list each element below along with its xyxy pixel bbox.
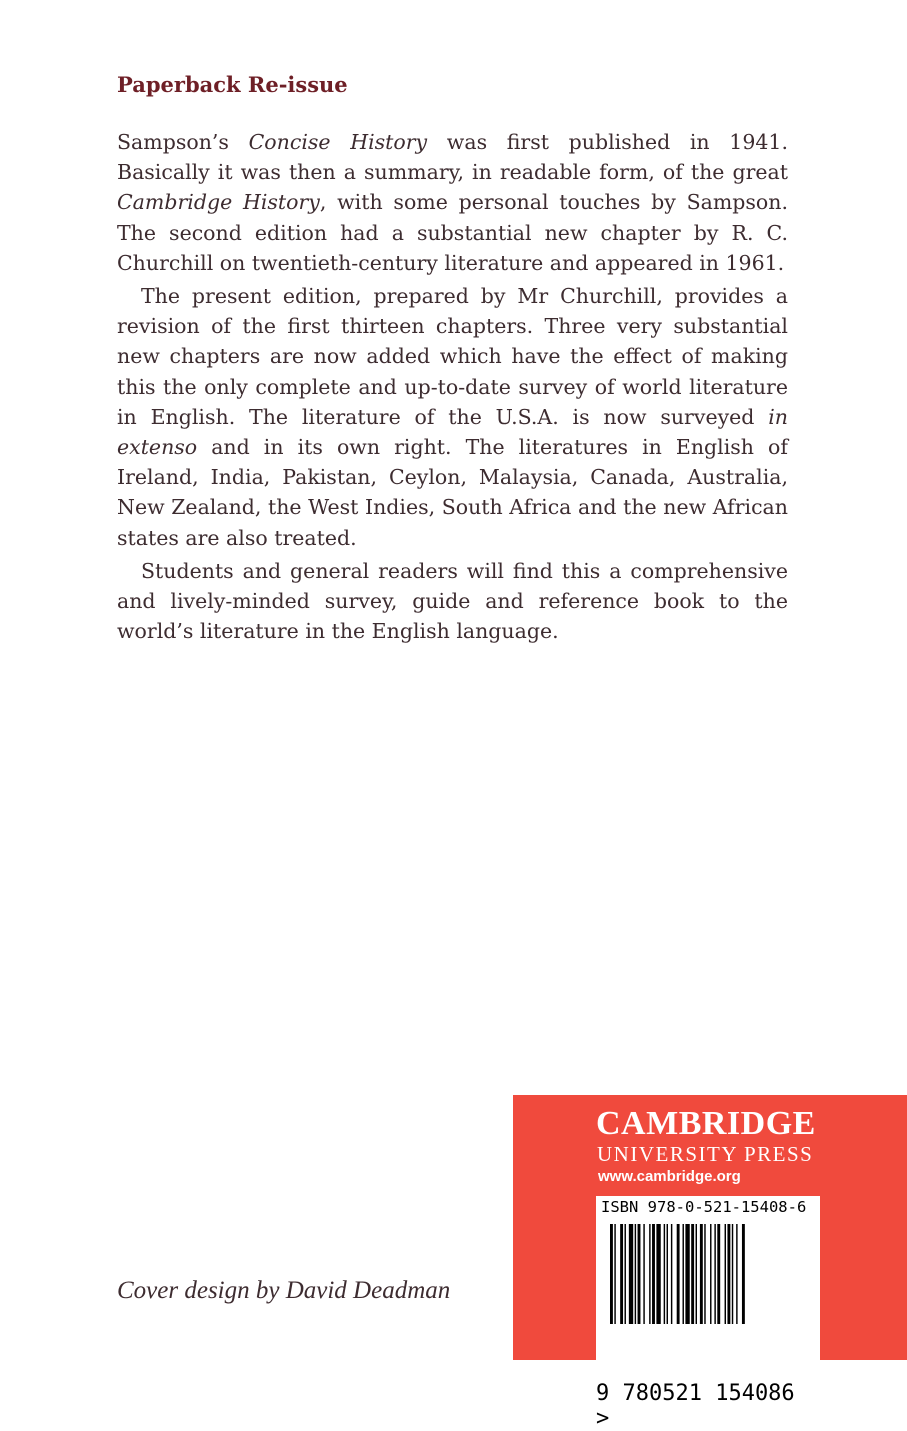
barcode-bar	[696, 1224, 697, 1324]
barcode-bar	[742, 1224, 745, 1324]
barcode-bar	[704, 1224, 705, 1324]
publisher-name: CAMBRIDGE	[596, 1105, 816, 1142]
barcode-bar	[667, 1224, 668, 1324]
barcode-digits: 9 780521 154086 >	[596, 1381, 795, 1431]
barcode-bar	[727, 1224, 730, 1324]
barcode	[596, 1196, 820, 1431]
barcode-bar	[685, 1224, 689, 1324]
barcode-bar	[714, 1224, 715, 1324]
barcode-bar	[614, 1224, 615, 1324]
barcode-bar	[652, 1224, 655, 1324]
publisher-url: www.cambridge.org	[598, 1168, 741, 1185]
paragraph-3: Students and general readers will find this a comprehensive and lively-minded survey, guide and reference book to the world’s literature in the English language.	[117, 558, 788, 644]
description	[117, 127, 788, 646]
barcode-bar	[610, 1224, 613, 1324]
publisher-block	[513, 1095, 907, 1431]
barcode-bar	[643, 1224, 644, 1324]
barcode-bar	[629, 1224, 633, 1324]
cover-credit: Cover design by David Deadman	[117, 1277, 451, 1304]
barcode-bar	[635, 1224, 636, 1324]
heading: Paperback Re-issue	[117, 72, 348, 97]
barcode-bar	[638, 1224, 641, 1324]
barcode-bar	[736, 1224, 737, 1324]
barcode-bar	[656, 1224, 660, 1324]
barcode-bar	[700, 1224, 703, 1324]
paragraph-1: Sampson’s Concise History was first published in 1941. Basically it was then a summary, in readable form, of the great Cambridge History, with some personal touches by Sampson. The second edition had a substantial new chapter by R. C. Churchill on twentieth-century literature and appeared in 1961.	[117, 130, 788, 275]
barcode-bar	[664, 1224, 665, 1324]
barcode-bar	[710, 1224, 711, 1324]
barcode-bar	[625, 1224, 626, 1324]
paragraph-2: The present edition, prepared by Mr Churchill, provides a revision of the first thirteen chapters. Three very substantial new chapters are now added which have the effect of making this the only complete and up-to-date survey of world literature in English. The literature of the U.S.A. is now surveyed in extenso and in its own right. The literatures in English of Ireland, India, Pakistan, Ceylon, Malaysia, Canada, Australia, New Zealand, the West Indies, South Africa and the new African states are also treated.	[117, 284, 788, 550]
barcode-bar	[732, 1224, 733, 1324]
barcode-bar	[620, 1224, 623, 1324]
isbn-label: ISBN 978-0-521-15408-6	[601, 1198, 807, 1216]
barcode-bar	[725, 1224, 726, 1324]
barcode-bar	[671, 1224, 672, 1324]
barcode-bar	[691, 1224, 694, 1324]
barcode-bar	[649, 1224, 650, 1324]
barcode-bars	[596, 1224, 820, 1328]
publisher-subname: UNIVERSITY PRESS	[597, 1142, 814, 1166]
barcode-bar	[717, 1224, 720, 1324]
barcode-bar	[683, 1224, 684, 1324]
barcode-bar	[677, 1224, 680, 1324]
